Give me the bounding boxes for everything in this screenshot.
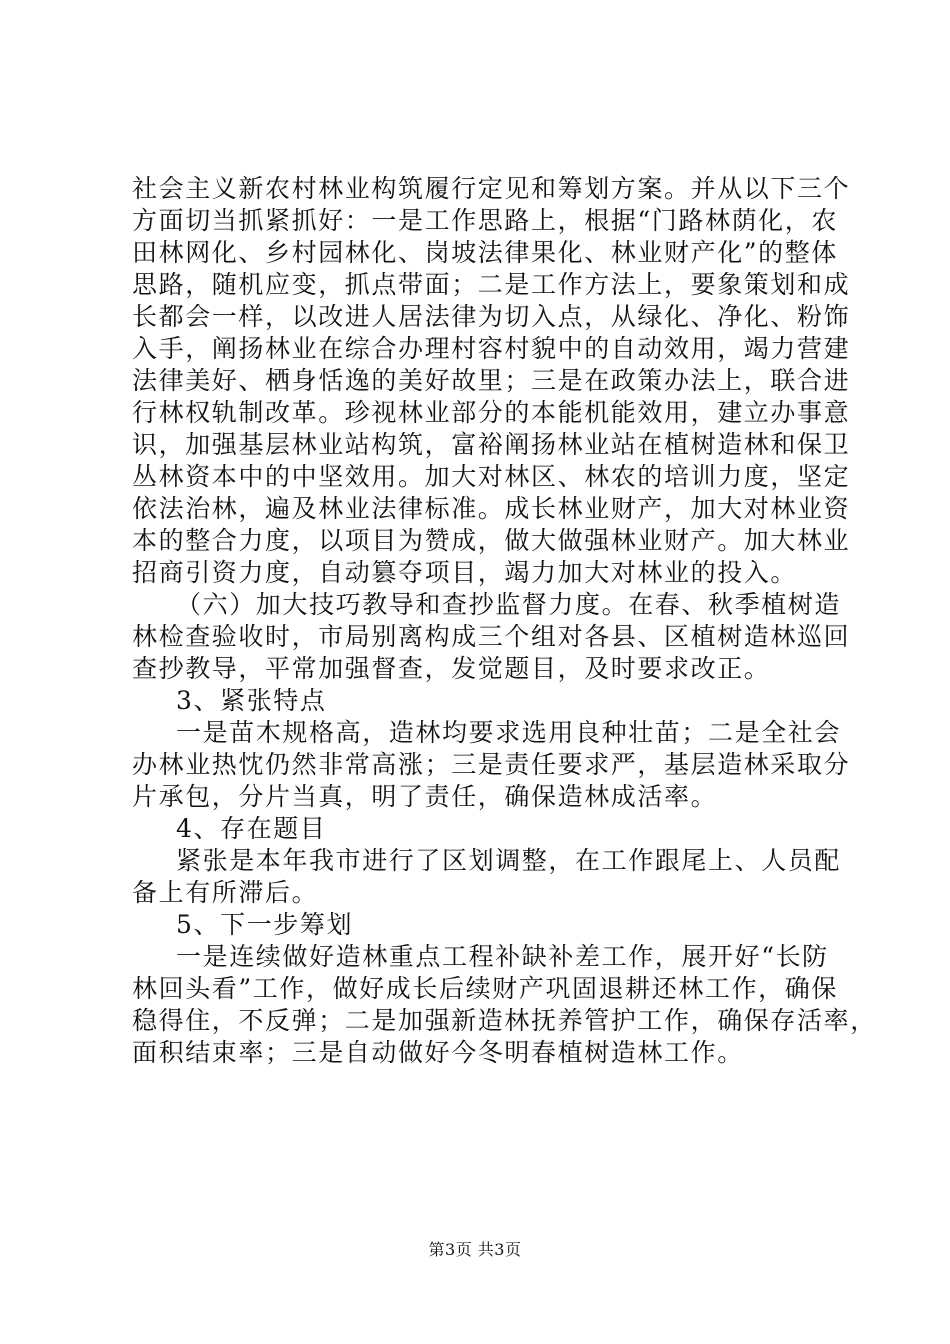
text-line: 识，加强基层林业站构筑，富裕阐扬林业站在植树造林和保卫 (132, 430, 851, 459)
text-line: 田林网化、乡村园林化、岗坡法律果化、林业财产化”的整体 (132, 238, 838, 267)
text-line: 片承包，分片当真，明了责任，确保造林成活率。 (132, 782, 718, 811)
text-line: 稳得住，不反弹；二是加强新造林抚养管护工作，确保存活率， (132, 1006, 877, 1035)
text-line: 紧张是本年我市进行了区划调整，在工作跟尾上、人员配 (176, 846, 842, 875)
document-body (132, 173, 877, 1069)
text-line: 社会主义新农村林业构筑履行定见和筹划方案。并从以下三个 (132, 174, 851, 203)
text-line: 林回头看”工作，做好成长后续财产巩固退耕还林工作，确保 (132, 974, 838, 1003)
text-line: 长都会一样，以改进人居法律为切入点，从绿化、净化、粉饰 (132, 302, 851, 331)
text-line: 行林权轨制改革。珍视林业部分的本能机能效用，建立办事意 (132, 398, 851, 427)
section-4-heading: 4、存在题目 (176, 814, 327, 843)
text-line: 方面切当抓紧抓好：一是工作思路上，根据“门路林荫化，农 (132, 206, 838, 235)
text-line: 丛林资本中的中坚效用。加大对林区、林农的培训力度，坚定 (132, 462, 851, 491)
text-line: 依法治林，遍及林业法律标准。成长林业财产，加大对林业资 (132, 494, 851, 523)
text-line: 备上有所滞后。 (132, 878, 319, 907)
section-5-heading: 5、下一步筹划 (176, 910, 354, 939)
text-line: 法律美好、栖身恬逸的美好故里；三是在政策办法上，联合进 (132, 366, 851, 395)
text-line: 林检查验收时，市局别离构成三个组对各县、区植树造林巡回 (132, 622, 851, 651)
text-line: 面积结束率；三是自动做好今冬明春植树造林工作。 (132, 1038, 744, 1067)
text-line: 思路，随机应变，抓点带面；二是工作方法上，要象策划和成 (132, 270, 851, 299)
text-line: 查抄教导，平常加强督查，发觉题目，及时要求改正。 (132, 654, 771, 683)
text-line: 一是连续做好造林重点工程补缺补差工作，展开好“长防 (176, 942, 829, 971)
text-line: 一是苗木规格高，造林均要求选用良种壮苗；二是全社会 (176, 718, 842, 747)
section-6-heading: （六）加大技巧教导和查抄监督力度。在春、秋季植树造 (176, 590, 842, 619)
text-line: 本的整合力度，以项目为赞成，做大做强林业财产。加大林业 (132, 526, 851, 555)
text-line: 入手，阐扬林业在综合办理村容村貌中的自动效用，竭力营建 (132, 334, 851, 363)
text-line: 办林业热忱仍然非常高涨；三是责任要求严，基层造林采取分 (132, 750, 851, 779)
text-line: 招商引资力度，自动篡夺项目，竭力加大对林业的投入。 (132, 558, 798, 587)
section-3-heading: 3、紧张特点 (176, 686, 327, 715)
page-number-footer: 第3页 共3页 (428, 1240, 522, 1259)
